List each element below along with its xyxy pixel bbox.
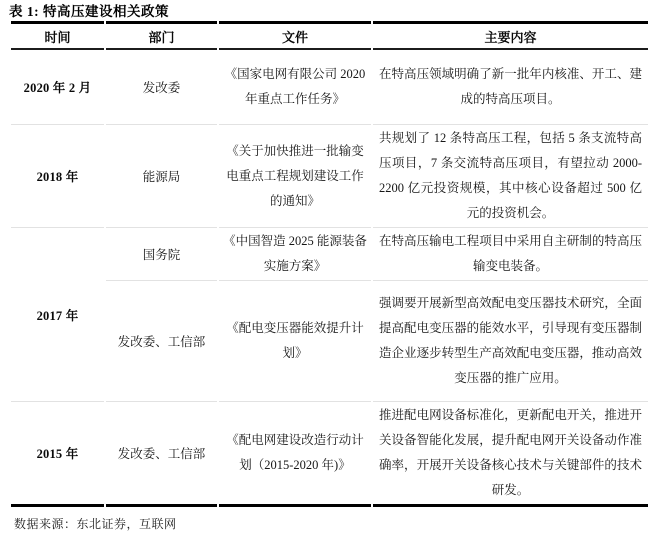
cell-doc: 《关于加快推进一批输变电重点工程规划建设工作的通知》 bbox=[219, 125, 371, 228]
table-title: 表 1: 特高压建设相关政策 bbox=[9, 4, 169, 19]
table-header-row bbox=[11, 21, 648, 50]
cell-doc: 《配电变压器能效提升计划》 bbox=[219, 281, 371, 402]
policy-table bbox=[9, 21, 650, 507]
table-row-2015 bbox=[11, 402, 648, 507]
cell-content: 共规划了 12 条特高压工程，包括 5 条支流特高压项目，7 条交流特高压项目，有望拉动 2000-2200 亿元投资规模，其中核心设备超过 500 亿元的投资机会。 bbox=[373, 125, 648, 228]
cell-content: 在特高压领域明确了新一批年内核准、开工、建成的特高压项目。 bbox=[373, 50, 648, 125]
table-row-2017-ndrc-miit bbox=[11, 281, 648, 402]
column-header-doc: 文件 bbox=[219, 21, 371, 50]
table-row-2017-state-council bbox=[11, 228, 648, 281]
cell-doc: 《国家电网有限公司 2020 年重点工作任务》 bbox=[219, 50, 371, 125]
cell-doc: 《中国智造 2025 能源装备实施方案》 bbox=[219, 228, 371, 281]
data-source: 数据来源：东北证券，互联网 bbox=[14, 517, 177, 531]
cell-dept: 能源局 bbox=[106, 125, 217, 228]
cell-time: 2017 年 bbox=[11, 228, 104, 402]
cell-time: 2018 年 bbox=[11, 125, 104, 228]
cell-content: 强调要开展新型高效配电变压器技术研究，全面提高配电变压器的能效水平，引导现有变压器制造企业逐步转型生产高效配电变压器，推动高效变压器的推广应用。 bbox=[373, 281, 648, 402]
column-header-time: 时间 bbox=[11, 21, 104, 50]
cell-doc: 《配电网建设改造行动计划（2015-2020 年)》 bbox=[219, 402, 371, 507]
cell-dept: 发改委 bbox=[106, 50, 217, 125]
cell-dept: 国务院 bbox=[106, 228, 217, 281]
column-header-dept: 部门 bbox=[106, 21, 217, 50]
cell-dept: 发改委、工信部 bbox=[106, 281, 217, 402]
table-row-2018 bbox=[11, 125, 648, 228]
column-header-content: 主要内容 bbox=[373, 21, 648, 50]
table-row-2020 bbox=[11, 50, 648, 125]
cell-time: 2020 年 2 月 bbox=[11, 50, 104, 125]
cell-dept: 发改委、工信部 bbox=[106, 402, 217, 507]
cell-content: 在特高压输电工程项目中采用自主研制的特高压输变电装备。 bbox=[373, 228, 648, 281]
cell-content: 推进配电网设备标准化，更新配电开关，推进开关设备智能化发展，提升配电网开关设备动作准确率，开展开关设备核心技术与关键部件的技术研发。 bbox=[373, 402, 648, 507]
cell-time: 2015 年 bbox=[11, 402, 104, 507]
